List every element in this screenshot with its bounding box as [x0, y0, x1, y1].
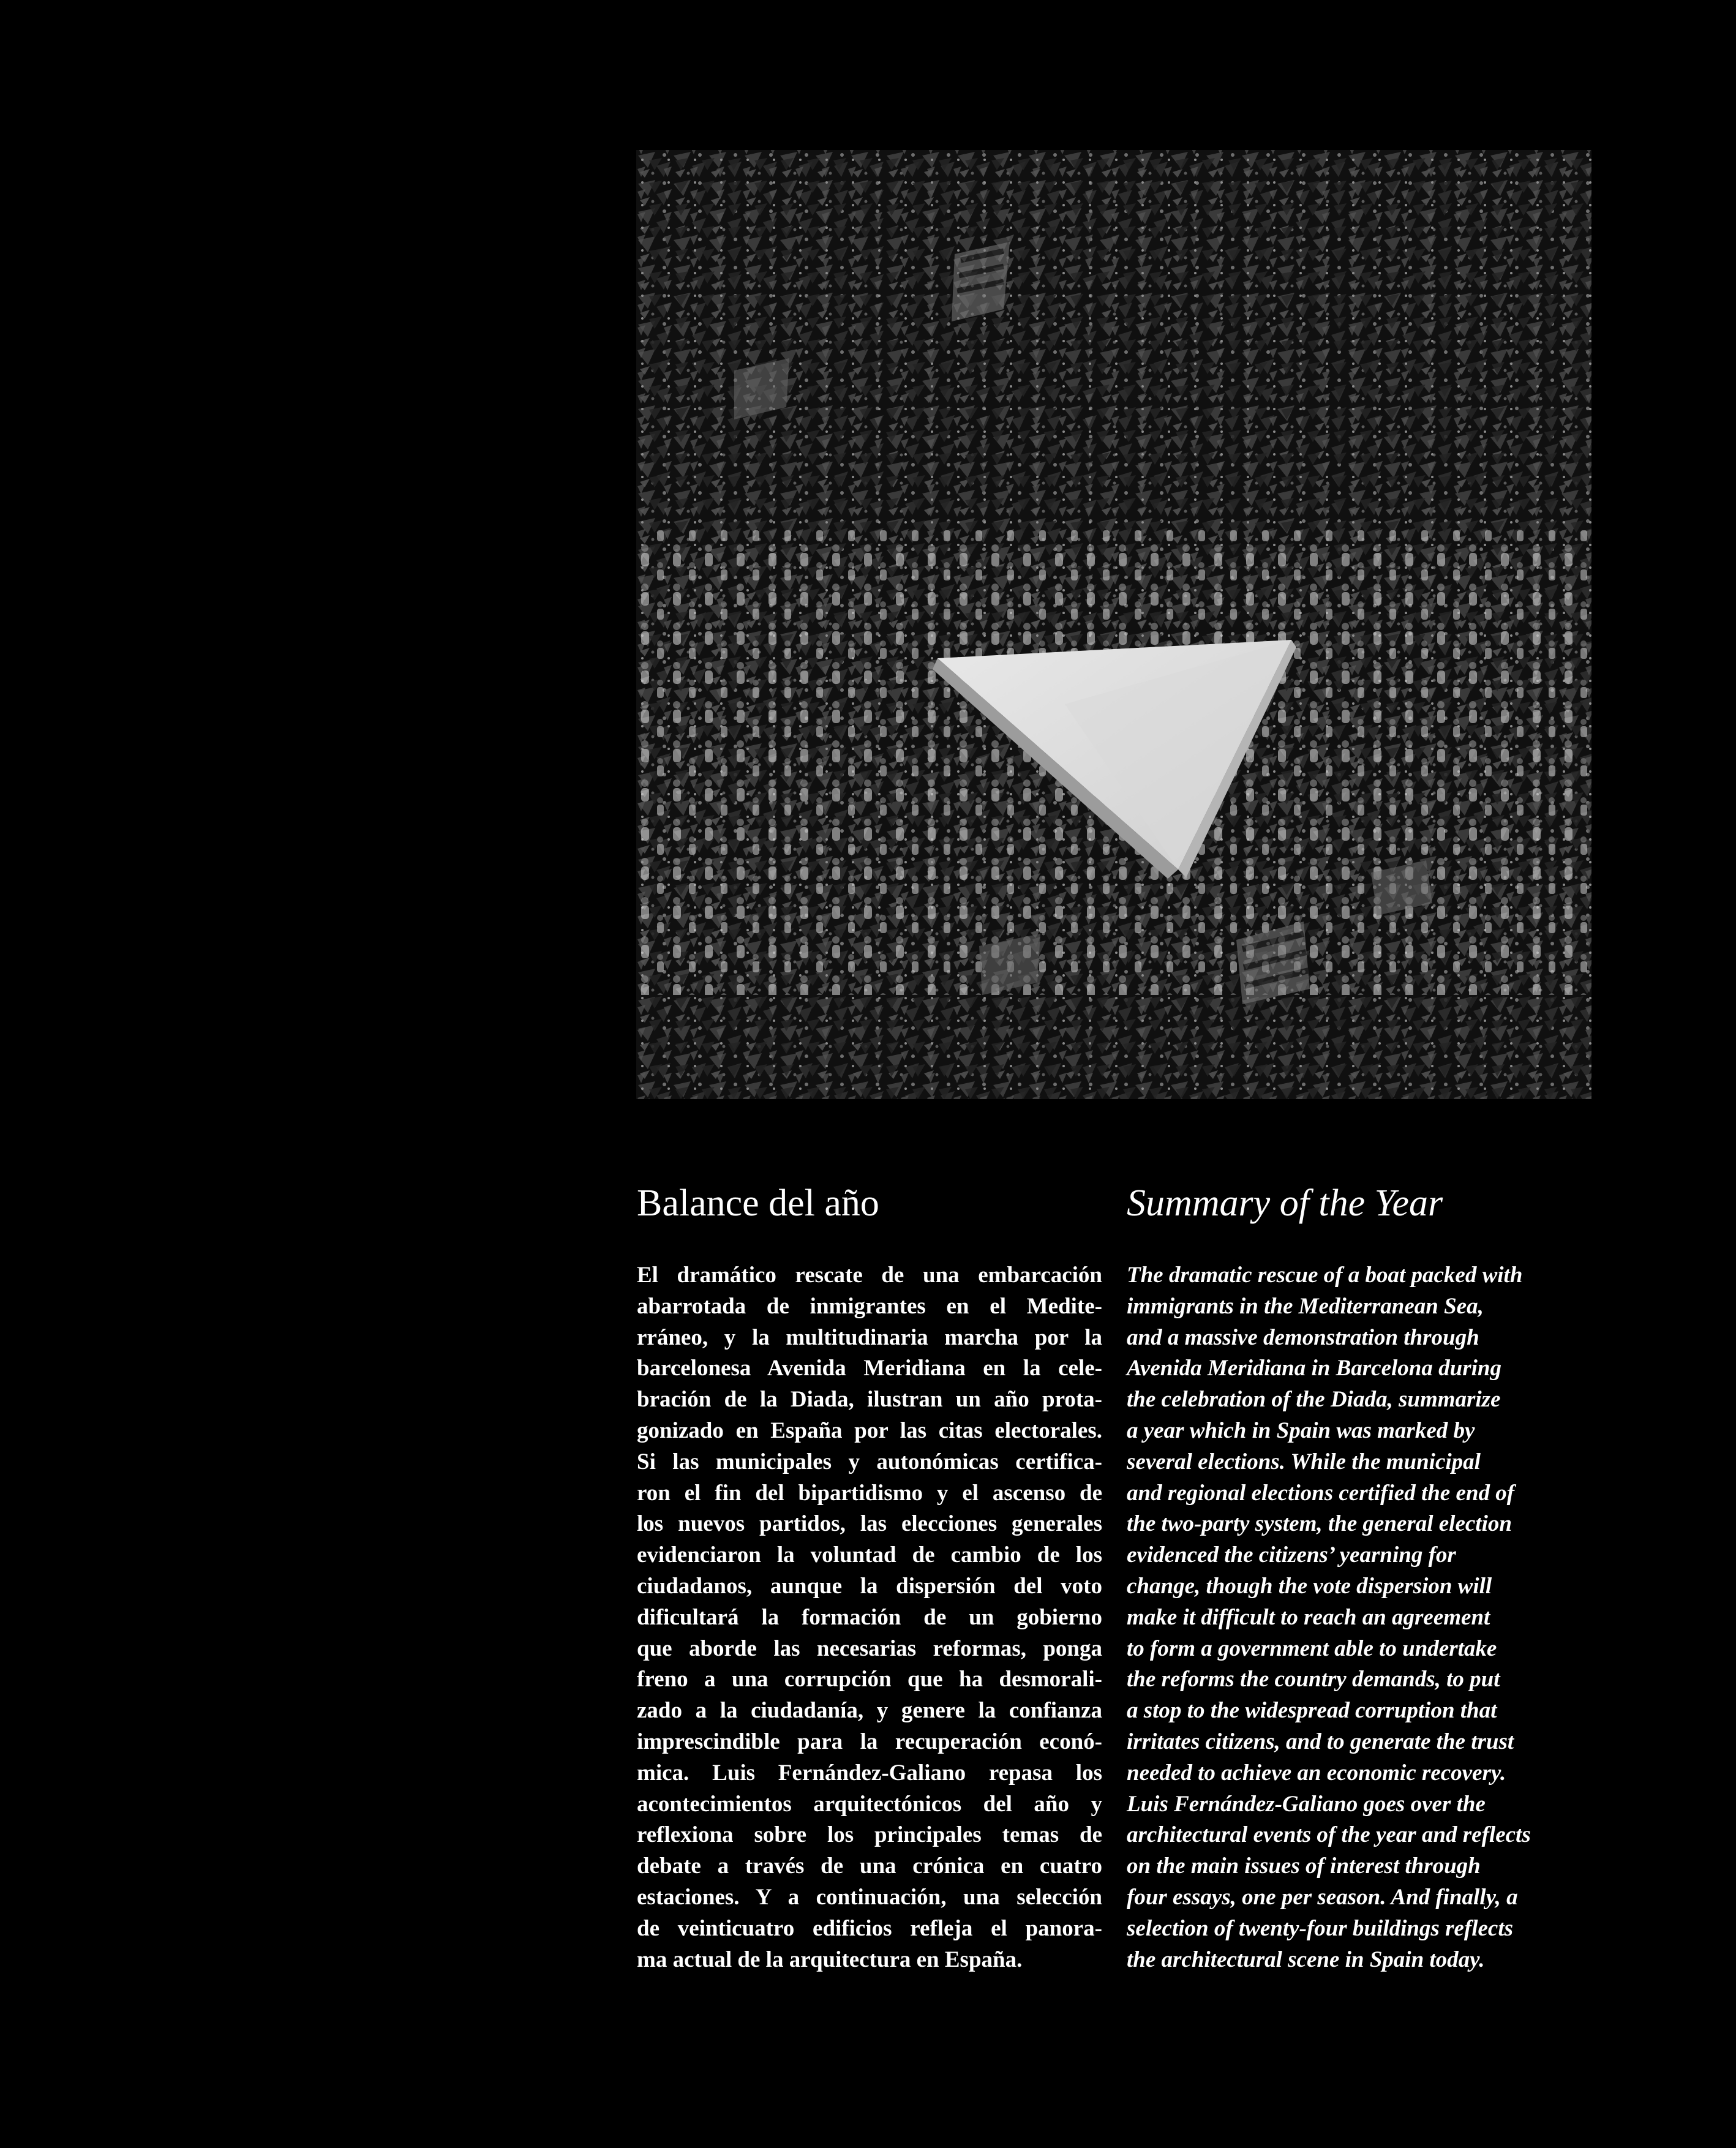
english-line: a year which in Spain was marked by	[1127, 1418, 1475, 1443]
english-line: change, though the vote dispersion will	[1127, 1573, 1492, 1599]
spanish-line: que aborde las necesarias reformas, ponga	[637, 1635, 1102, 1661]
spanish-line: ma actual de la arquitectura en España.	[637, 1947, 1023, 1972]
english-line: The dramatic rescue of a boat packed with	[1127, 1263, 1523, 1288]
english-heading: Summary of the Year	[1127, 1182, 1443, 1224]
spanish-line: imprescindible para la recuperación econó-	[637, 1729, 1102, 1754]
english-line: selection of twenty-four buildings reflects	[1127, 1915, 1514, 1941]
english-line: and regional elections certified the end of	[1127, 1480, 1515, 1506]
english-line: several elections. While the municipal	[1127, 1449, 1481, 1474]
english-line: irritates citizens, and to generate the trust	[1127, 1729, 1514, 1754]
spanish-line: ron el fin del bipartidismo y el ascenso de	[637, 1480, 1102, 1506]
english-line: the reforms the country demands, to put	[1127, 1667, 1500, 1692]
spanish-line: ciudadanos, aunque la dispersión del voto	[637, 1573, 1102, 1599]
english-column	[1127, 1176, 1592, 1975]
english-body	[1127, 1260, 1592, 1975]
spanish-line: gonizado en España por las citas electorales.	[637, 1418, 1102, 1443]
crowd-photo	[636, 150, 1591, 1099]
spanish-line: los nuevos partidos, las elecciones generales	[637, 1511, 1102, 1537]
crowd-photo-image	[636, 150, 1591, 1099]
spanish-line: zado a la ciudadanía, y genere la confianza	[637, 1698, 1102, 1724]
spanish-line: evidenciaron la voluntad de cambio de los	[637, 1542, 1102, 1568]
spanish-line: El dramático rescate de una embarcación	[637, 1263, 1102, 1288]
spanish-line: reflexiona sobre los principales temas de	[637, 1822, 1102, 1848]
english-line: the two-party system, the general election	[1127, 1511, 1512, 1537]
english-line: Luis Fernández-Galiano goes over the	[1127, 1791, 1486, 1817]
english-line: needed to achieve an economic recovery.	[1127, 1760, 1506, 1786]
english-line: the celebration of the Diada, summarize	[1127, 1387, 1501, 1413]
spanish-line: acontecimientos arquitectónicos del año y	[637, 1791, 1102, 1817]
english-line: make it difficult to reach an agreement	[1127, 1604, 1490, 1630]
spanish-heading: Balance del año	[637, 1182, 879, 1224]
spanish-line: abarrotada de inmigrantes en el Medite-	[637, 1293, 1102, 1319]
spanish-line: dificultará la formación de un gobierno	[637, 1604, 1102, 1630]
spanish-line: freno a una corrupción que ha desmorali-	[637, 1667, 1102, 1692]
english-line: immigrants in the Mediterranean Sea,	[1127, 1293, 1484, 1319]
english-line: architectural events of the year and reflects	[1127, 1822, 1531, 1848]
english-line: four essays, one per season. And finally, a	[1127, 1884, 1518, 1910]
spanish-column	[637, 1176, 1102, 1975]
english-line: a stop to the widespread corruption that	[1127, 1698, 1497, 1724]
spanish-line: debate a través de una crónica en cuatro	[637, 1853, 1102, 1879]
spanish-line: barcelonesa Avenida Meridiana en la cele-	[637, 1356, 1102, 1381]
english-line: on the main issues of interest through	[1127, 1853, 1481, 1879]
english-line: Avenida Meridiana in Barcelona during	[1127, 1356, 1501, 1381]
spanish-line: rráneo, y la multitudinaria marcha por la	[637, 1324, 1102, 1350]
english-line: to form a government able to undertake	[1127, 1635, 1497, 1661]
english-line: and a massive demonstration through	[1127, 1324, 1479, 1350]
spanish-line: bración de la Diada, ilustran un año prota-	[637, 1387, 1102, 1413]
spanish-line: estaciones. Y a continuación, una selección	[637, 1884, 1102, 1910]
english-line: the architectural scene in Spain today.	[1127, 1947, 1485, 1972]
english-line: evidenced the citizens’ yearning for	[1127, 1542, 1456, 1568]
spanish-line: de veinticuatro edificios refleja el panora-	[637, 1915, 1102, 1941]
spanish-body	[637, 1260, 1102, 1975]
spanish-line: Si las municipales y autonómicas certifica-	[637, 1449, 1102, 1474]
spanish-line: mica. Luis Fernández-Galiano repasa los	[637, 1760, 1102, 1786]
